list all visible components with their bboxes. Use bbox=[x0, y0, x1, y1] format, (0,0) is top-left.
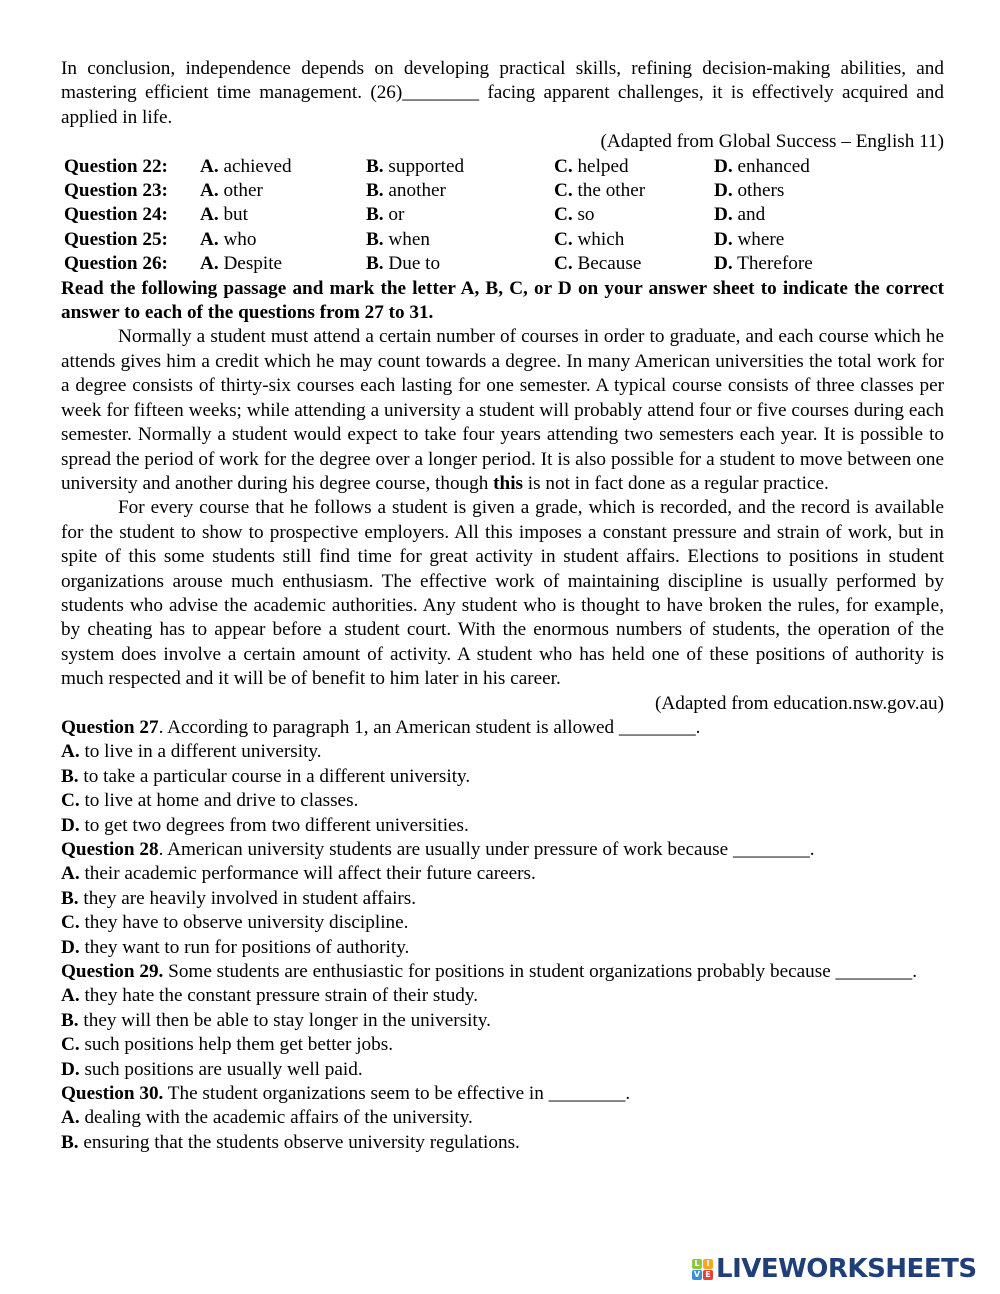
question-label: Question 27 bbox=[61, 716, 159, 738]
answer-option[interactable] bbox=[554, 203, 714, 227]
option-text: ensuring that the students observe university regulations. bbox=[78, 1131, 520, 1153]
cloze-question-row bbox=[61, 179, 944, 203]
option-letter: A. bbox=[61, 863, 80, 885]
answer-option[interactable] bbox=[61, 1033, 944, 1057]
answer-option[interactable] bbox=[714, 179, 944, 203]
answer-blank-26[interactable]: ________ bbox=[402, 82, 480, 104]
badge-letter: I bbox=[703, 1259, 713, 1269]
answer-option[interactable] bbox=[714, 252, 944, 276]
option-letter: A. bbox=[200, 155, 219, 177]
option-text: supported bbox=[388, 155, 465, 177]
answer-option[interactable] bbox=[61, 1058, 944, 1082]
option-text: which bbox=[577, 228, 625, 250]
option-letter: D. bbox=[714, 253, 733, 275]
question-label: Question 23: bbox=[64, 180, 168, 202]
answer-option[interactable] bbox=[366, 203, 554, 227]
option-text: but bbox=[223, 204, 248, 226]
option-letter: D. bbox=[714, 180, 733, 202]
answer-option[interactable] bbox=[366, 179, 554, 203]
option-text: such positions are usually well paid. bbox=[79, 1058, 363, 1080]
option-text: when bbox=[388, 228, 430, 250]
option-letter: B. bbox=[61, 1131, 79, 1153]
answer-option[interactable] bbox=[200, 228, 366, 252]
badge-letter: E bbox=[703, 1270, 713, 1280]
question-label: Question 26: bbox=[64, 253, 168, 275]
question-label: Question 24: bbox=[64, 204, 168, 226]
answer-option[interactable] bbox=[554, 252, 714, 276]
option-letter: C. bbox=[61, 912, 80, 934]
question-stem bbox=[61, 960, 944, 984]
answer-option[interactable] bbox=[200, 155, 366, 179]
option-letter: C. bbox=[554, 180, 573, 202]
option-letter: C. bbox=[61, 1034, 80, 1056]
liveworksheets-logo bbox=[692, 1254, 977, 1284]
answer-option[interactable] bbox=[200, 203, 366, 227]
option-text: so bbox=[577, 204, 595, 226]
cloze-questions-table bbox=[61, 155, 944, 277]
option-text: and bbox=[737, 204, 766, 226]
option-letter: D. bbox=[714, 228, 733, 250]
cloze-question-row bbox=[61, 155, 944, 179]
option-letter: A. bbox=[61, 1107, 80, 1129]
option-letter: B. bbox=[366, 155, 384, 177]
instructions: Read the following passage and mark the letter A, B, C, or D on your answer sheet to indicate the correct answer to each of the questions from 27 to 31. bbox=[61, 277, 944, 324]
question-text: . According to paragraph 1, an American student is allowed ________. bbox=[158, 716, 701, 738]
question-text: . American university students are usually under pressure of work because ________. bbox=[158, 839, 815, 860]
question-stem bbox=[61, 716, 944, 740]
option-letter: C. bbox=[554, 155, 573, 177]
answer-option[interactable] bbox=[554, 179, 714, 203]
answer-option[interactable] bbox=[61, 789, 944, 813]
cloze-question-row bbox=[61, 252, 944, 276]
option-text: enhanced bbox=[737, 155, 810, 177]
option-letter: A. bbox=[200, 204, 219, 226]
passage1-conclusion: In conclusion, independence depends on developing practical skills, refining decision-making abilities, and mastering efficient time management. (26)________ facing apparent challenges, it is effectively acquired and applied in life. bbox=[61, 58, 944, 128]
option-letter: A. bbox=[200, 228, 219, 250]
option-text: helped bbox=[577, 155, 629, 177]
option-text: they are heavily involved in student affairs. bbox=[78, 887, 417, 909]
option-text: Despite bbox=[223, 253, 283, 275]
option-letter: A. bbox=[200, 253, 219, 275]
option-letter: B. bbox=[61, 1009, 79, 1031]
badge-letter: L bbox=[692, 1259, 702, 1269]
option-letter: A. bbox=[61, 985, 80, 1007]
passage1-source: (Adapted from Global Success – English 11) bbox=[600, 131, 944, 153]
option-text: achieved bbox=[223, 155, 292, 177]
question-label: Question 22: bbox=[64, 155, 168, 177]
option-letter: C. bbox=[554, 228, 573, 250]
option-text: to live at home and drive to classes. bbox=[79, 790, 359, 812]
question-stem bbox=[61, 838, 944, 862]
option-text: where bbox=[737, 228, 785, 250]
option-text: another bbox=[388, 180, 446, 202]
answer-option[interactable] bbox=[61, 887, 944, 911]
answer-option[interactable] bbox=[200, 252, 366, 276]
option-letter: B. bbox=[366, 228, 384, 250]
option-letter: C. bbox=[554, 204, 573, 226]
answer-option[interactable] bbox=[61, 862, 944, 886]
option-letter: C. bbox=[61, 790, 80, 812]
answer-option[interactable] bbox=[61, 1106, 944, 1130]
option-text: they will then be able to stay longer in the university. bbox=[78, 1009, 491, 1031]
option-letter: D. bbox=[61, 814, 80, 836]
option-letter: D. bbox=[714, 204, 733, 226]
option-text: dealing with the academic affairs of the university. bbox=[79, 1107, 473, 1129]
badge-letter: V bbox=[693, 1270, 701, 1279]
option-text: to live in a different university. bbox=[79, 741, 322, 763]
question-text: Some students are enthusiastic for positions in student organizations probably because ________. bbox=[163, 961, 918, 983]
option-text: Therefore bbox=[737, 253, 813, 275]
option-letter: A. bbox=[200, 180, 219, 202]
answer-option[interactable] bbox=[61, 984, 944, 1008]
option-text: others bbox=[737, 180, 785, 202]
question-label: Question 30. bbox=[61, 1083, 164, 1105]
option-letter: D. bbox=[714, 155, 733, 177]
option-letter: B. bbox=[61, 887, 79, 909]
answer-option[interactable] bbox=[366, 228, 554, 252]
answer-option[interactable] bbox=[714, 203, 944, 227]
option-text: Due to bbox=[388, 253, 441, 275]
logo-text: LIVEWORKSHEETS bbox=[716, 1254, 977, 1284]
answer-option[interactable] bbox=[61, 765, 944, 789]
answer-option[interactable] bbox=[61, 740, 944, 764]
option-letter: B. bbox=[366, 253, 384, 275]
answer-option[interactable] bbox=[200, 179, 366, 203]
option-text: the other bbox=[577, 180, 646, 202]
option-letter: B. bbox=[366, 204, 384, 226]
passage2-source: (Adapted from education.nsw.gov.au) bbox=[655, 692, 944, 714]
option-letter: B. bbox=[61, 765, 79, 787]
option-letter: A. bbox=[61, 741, 80, 763]
question-label: Question 29. bbox=[61, 961, 164, 983]
option-text: they want to run for positions of authority. bbox=[79, 936, 410, 958]
option-text: Because bbox=[577, 253, 642, 275]
answer-option[interactable] bbox=[714, 155, 944, 179]
answer-option[interactable] bbox=[61, 1131, 944, 1155]
passage2-paragraph-2: For every course that he follows a student is given a grade, which is recorded, and the record is available for the student to show to prospective employers. All this imposes a constant pressure and strain of work, but in spite of this some students still find time for great activity in student affairs. Elections to positions in student organizations arouse much enthusiasm. The effective work of maintaining discipline is usually performed by students who advise the academic authorities. Any student who is thought to have broken the rules, for example, by cheating has to appear before a student court. With the enormous numbers of students, the operation of the system does involve a certain amount of activity. A student who has held one of these positions of authority is much respected and it will be of benefit to him later in his career. bbox=[61, 497, 944, 690]
option-text: to take a particular course in a different university. bbox=[78, 765, 471, 787]
option-letter: D. bbox=[61, 1058, 80, 1080]
cloze-question-row bbox=[61, 203, 944, 227]
option-text: who bbox=[223, 228, 257, 250]
live-badge-icon bbox=[692, 1259, 713, 1280]
question-label: Question 28 bbox=[61, 839, 159, 860]
option-letter: C. bbox=[554, 253, 573, 275]
worksheet-page bbox=[61, 57, 944, 1155]
answer-option[interactable] bbox=[366, 252, 554, 276]
answer-option[interactable] bbox=[61, 936, 944, 960]
option-text: their academic performance will affect their future careers. bbox=[79, 863, 536, 885]
passage2-paragraph-1: Normally a student must attend a certain number of courses in order to graduate, and each course which he attends gives him a credit which he may count towards a degree. In many American universities the total work for a degree consists of thirty-six courses each lasting for one semester. A typical course consists of three classes per week for fifteen weeks; while attending a university a student will probably attend four or five courses during each semester. Normally a student would expect to take four years attending two semesters each year. It is possible to spread the period of work for the degree over a longer period. It is also possible for a student to move between one university and another during his degree course, though this is not in fact done as a regular practice. bbox=[61, 326, 944, 494]
question-stem bbox=[61, 1082, 944, 1106]
answer-option[interactable] bbox=[61, 1009, 944, 1033]
answer-option[interactable] bbox=[61, 911, 944, 935]
option-text: they have to observe university discipline. bbox=[79, 912, 409, 934]
answer-option[interactable] bbox=[554, 228, 714, 252]
question-text: The student organizations seem to be effective in ________. bbox=[163, 1083, 631, 1105]
question-label: Question 25: bbox=[64, 228, 168, 250]
option-letter: B. bbox=[366, 180, 384, 202]
option-text: such positions help them get better jobs. bbox=[79, 1034, 394, 1056]
option-text: other bbox=[223, 180, 263, 202]
cloze-question-row bbox=[61, 228, 944, 252]
answer-option[interactable] bbox=[61, 814, 944, 838]
option-text: or bbox=[388, 204, 405, 226]
option-text: they hate the constant pressure strain of their study. bbox=[79, 985, 479, 1007]
reading-questions bbox=[61, 716, 944, 1155]
answer-option[interactable] bbox=[554, 155, 714, 179]
option-text: to get two degrees from two different universities. bbox=[79, 814, 469, 836]
answer-option[interactable] bbox=[714, 228, 944, 252]
option-letter: D. bbox=[61, 936, 80, 958]
answer-option[interactable] bbox=[366, 155, 554, 179]
